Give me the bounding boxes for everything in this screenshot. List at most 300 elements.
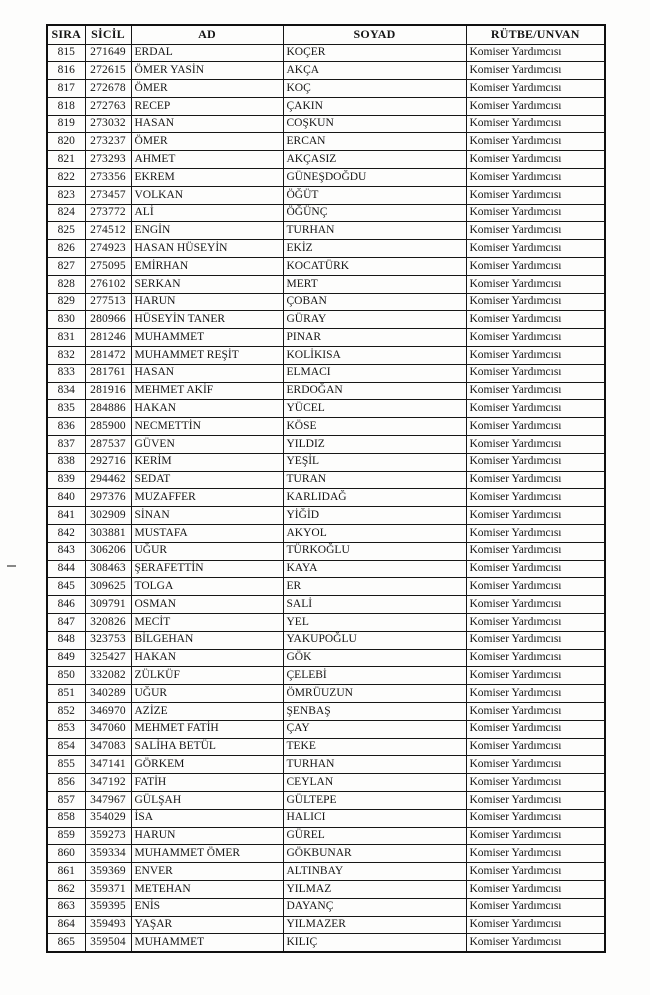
cell-sicil: 359493 — [85, 916, 131, 934]
table-row — [47, 898, 605, 916]
cell-rutbe: Komiser Yardımcısı — [466, 44, 605, 62]
table-row — [47, 685, 605, 703]
cell-soyad: ŞENBAŞ — [283, 702, 466, 720]
cell-soyad: ÖĞÜNÇ — [283, 204, 466, 222]
cell-ad: ÖMER YASİN — [131, 62, 283, 80]
cell-rutbe: Komiser Yardımcısı — [466, 471, 605, 489]
cell-sira: 828 — [47, 275, 85, 293]
cell-sira: 821 — [47, 151, 85, 169]
cell-rutbe: Komiser Yardımcısı — [466, 436, 605, 454]
cell-ad: GÜLŞAH — [131, 791, 283, 809]
cell-sicil: 273772 — [85, 204, 131, 222]
cell-ad: OSMAN — [131, 596, 283, 614]
cell-sira: 833 — [47, 364, 85, 382]
cell-rutbe: Komiser Yardımcısı — [466, 880, 605, 898]
cell-soyad: GÜNEŞDOĞDU — [283, 169, 466, 187]
cell-rutbe: Komiser Yardımcısı — [466, 311, 605, 329]
table-row — [47, 400, 605, 418]
cell-ad: AZİZE — [131, 702, 283, 720]
cell-ad: HASAN — [131, 364, 283, 382]
table-row — [47, 436, 605, 454]
cell-ad: HARUN — [131, 827, 283, 845]
cell-rutbe: Komiser Yardımcısı — [466, 809, 605, 827]
cell-rutbe: Komiser Yardımcısı — [466, 364, 605, 382]
table-row — [47, 364, 605, 382]
cell-soyad: TÜRKOĞLU — [283, 542, 466, 560]
table-row — [47, 489, 605, 507]
cell-soyad: KAYA — [283, 560, 466, 578]
table-row — [47, 916, 605, 934]
cell-soyad: YEŞİL — [283, 453, 466, 471]
cell-rutbe: Komiser Yardımcısı — [466, 560, 605, 578]
cell-soyad: COŞKUN — [283, 115, 466, 133]
cell-rutbe: Komiser Yardımcısı — [466, 275, 605, 293]
cell-rutbe: Komiser Yardımcısı — [466, 151, 605, 169]
table-row — [47, 614, 605, 632]
table-row — [47, 596, 605, 614]
cell-sira: 847 — [47, 614, 85, 632]
cell-ad: ENVER — [131, 863, 283, 881]
table-row — [47, 542, 605, 560]
cell-ad: KERİM — [131, 453, 283, 471]
header-row — [47, 25, 605, 44]
cell-soyad: GÜREL — [283, 827, 466, 845]
table-row — [47, 827, 605, 845]
cell-rutbe: Komiser Yardımcısı — [466, 667, 605, 685]
cell-soyad: TURHAN — [283, 222, 466, 240]
cell-soyad: ÖMRÜUZUN — [283, 685, 466, 703]
table-row — [47, 258, 605, 276]
cell-ad: SİNAN — [131, 507, 283, 525]
table-row — [47, 44, 605, 62]
cell-rutbe: Komiser Yardımcısı — [466, 62, 605, 80]
cell-ad: ENİS — [131, 898, 283, 916]
cell-sicil: 292716 — [85, 453, 131, 471]
cell-soyad: YILMAZER — [283, 916, 466, 934]
cell-soyad: EKİZ — [283, 240, 466, 258]
cell-sira: 860 — [47, 845, 85, 863]
cell-sicil: 354029 — [85, 809, 131, 827]
cell-sira: 816 — [47, 62, 85, 80]
cell-rutbe: Komiser Yardımcısı — [466, 115, 605, 133]
cell-ad: ÖMER — [131, 133, 283, 151]
table-row — [47, 560, 605, 578]
cell-soyad: HALICI — [283, 809, 466, 827]
cell-rutbe: Komiser Yardımcısı — [466, 542, 605, 560]
cell-sira: 841 — [47, 507, 85, 525]
cell-sicil: 340289 — [85, 685, 131, 703]
cell-rutbe: Komiser Yardımcısı — [466, 863, 605, 881]
cell-sicil: 273237 — [85, 133, 131, 151]
cell-ad: ALİ — [131, 204, 283, 222]
header-soyad: SOYAD — [283, 25, 466, 44]
cell-rutbe: Komiser Yardımcısı — [466, 80, 605, 98]
cell-soyad: TURHAN — [283, 756, 466, 774]
cell-soyad: ÇELEBİ — [283, 667, 466, 685]
cell-rutbe: Komiser Yardımcısı — [466, 97, 605, 115]
header-sira: SIRA — [47, 25, 85, 44]
cell-rutbe: Komiser Yardımcısı — [466, 596, 605, 614]
cell-sicil: 274923 — [85, 240, 131, 258]
cell-soyad: PINAR — [283, 329, 466, 347]
cell-sicil: 359395 — [85, 898, 131, 916]
cell-sira: 843 — [47, 542, 85, 560]
cell-ad: MUHAMMET — [131, 329, 283, 347]
cell-ad: EKREM — [131, 169, 283, 187]
cell-soyad: ELMACI — [283, 364, 466, 382]
cell-sicil: 272763 — [85, 97, 131, 115]
cell-sira: 838 — [47, 453, 85, 471]
cell-sicil: 347060 — [85, 720, 131, 738]
cell-sira: 825 — [47, 222, 85, 240]
cell-ad: HAKAN — [131, 649, 283, 667]
table-row — [47, 240, 605, 258]
table-row — [47, 863, 605, 881]
table-row — [47, 169, 605, 187]
cell-sicil: 309625 — [85, 578, 131, 596]
cell-ad: İSA — [131, 809, 283, 827]
cell-sira: 851 — [47, 685, 85, 703]
cell-sira: 823 — [47, 186, 85, 204]
cell-sicil: 347967 — [85, 791, 131, 809]
cell-sicil: 281472 — [85, 347, 131, 365]
table-row — [47, 507, 605, 525]
cell-soyad: AKYOL — [283, 525, 466, 543]
cell-sicil: 306206 — [85, 542, 131, 560]
cell-ad: HAKAN — [131, 400, 283, 418]
table-row — [47, 418, 605, 436]
cell-sira: 815 — [47, 44, 85, 62]
table-row — [47, 275, 605, 293]
cell-sicil: 320826 — [85, 614, 131, 632]
cell-ad: HÜSEYİN TANER — [131, 311, 283, 329]
cell-soyad: TEKE — [283, 738, 466, 756]
cell-rutbe: Komiser Yardımcısı — [466, 791, 605, 809]
cell-sira: 839 — [47, 471, 85, 489]
cell-rutbe: Komiser Yardımcısı — [466, 418, 605, 436]
cell-ad: GÜVEN — [131, 436, 283, 454]
table-row — [47, 809, 605, 827]
cell-ad: HASAN — [131, 115, 283, 133]
cell-sira: 826 — [47, 240, 85, 258]
table-row — [47, 880, 605, 898]
cell-sicil: 272615 — [85, 62, 131, 80]
table-row — [47, 133, 605, 151]
cell-ad: ZÜLKÜF — [131, 667, 283, 685]
cell-ad: MUHAMMET — [131, 934, 283, 952]
cell-sicil: 347083 — [85, 738, 131, 756]
cell-soyad: YILMAZ — [283, 880, 466, 898]
cell-ad: FATİH — [131, 774, 283, 792]
cell-sicil: 281246 — [85, 329, 131, 347]
table-row — [47, 204, 605, 222]
cell-soyad: SALİ — [283, 596, 466, 614]
cell-ad: AHMET — [131, 151, 283, 169]
table-row — [47, 525, 605, 543]
cell-ad: ERDAL — [131, 44, 283, 62]
cell-sira: 852 — [47, 702, 85, 720]
table-row — [47, 791, 605, 809]
cell-ad: ÖMER — [131, 80, 283, 98]
cell-sicil: 308463 — [85, 560, 131, 578]
cell-sicil: 280966 — [85, 311, 131, 329]
cell-sira: 835 — [47, 400, 85, 418]
table-row — [47, 578, 605, 596]
cell-soyad: TURAN — [283, 471, 466, 489]
table-row — [47, 667, 605, 685]
table-row — [47, 222, 605, 240]
cell-soyad: KOÇER — [283, 44, 466, 62]
cell-sicil: 359371 — [85, 880, 131, 898]
cell-ad: MUHAMMET ÖMER — [131, 845, 283, 863]
cell-rutbe: Komiser Yardımcısı — [466, 898, 605, 916]
cell-sira: 842 — [47, 525, 85, 543]
table-row — [47, 311, 605, 329]
cell-sira: 832 — [47, 347, 85, 365]
cell-rutbe: Komiser Yardımcısı — [466, 827, 605, 845]
cell-sicil: 275095 — [85, 258, 131, 276]
cell-sira: 846 — [47, 596, 85, 614]
cell-sicil: 272678 — [85, 80, 131, 98]
table-row — [47, 934, 605, 952]
cell-rutbe: Komiser Yardımcısı — [466, 400, 605, 418]
cell-rutbe: Komiser Yardımcısı — [466, 222, 605, 240]
cell-sira: 849 — [47, 649, 85, 667]
cell-soyad: ALTINBAY — [283, 863, 466, 881]
cell-sicil: 273032 — [85, 115, 131, 133]
cell-sira: 837 — [47, 436, 85, 454]
cell-soyad: CEYLAN — [283, 774, 466, 792]
cell-soyad: KÖSE — [283, 418, 466, 436]
cell-ad: MUSTAFA — [131, 525, 283, 543]
cell-soyad: YAKUPOĞLU — [283, 631, 466, 649]
cell-soyad: KOÇ — [283, 80, 466, 98]
cell-soyad: GÖK — [283, 649, 466, 667]
header-rutbe: RÜTBE/UNVAN — [466, 25, 605, 44]
cell-soyad: ÇOBAN — [283, 293, 466, 311]
cell-sira: 865 — [47, 934, 85, 952]
table-row — [47, 720, 605, 738]
table-row — [47, 774, 605, 792]
cell-sira: 850 — [47, 667, 85, 685]
cell-soyad: ÖĞÜT — [283, 186, 466, 204]
scan-artifact-mark — [7, 565, 16, 567]
cell-sira: 818 — [47, 97, 85, 115]
cell-rutbe: Komiser Yardımcısı — [466, 756, 605, 774]
cell-ad: MUZAFFER — [131, 489, 283, 507]
table-row — [47, 293, 605, 311]
cell-rutbe: Komiser Yardımcısı — [466, 453, 605, 471]
cell-ad: SEDAT — [131, 471, 283, 489]
cell-sicil: 274512 — [85, 222, 131, 240]
cell-rutbe: Komiser Yardımcısı — [466, 525, 605, 543]
cell-soyad: YÜCEL — [283, 400, 466, 418]
cell-ad: HASAN HÜSEYİN — [131, 240, 283, 258]
table-row — [47, 631, 605, 649]
cell-sira: 840 — [47, 489, 85, 507]
cell-soyad: ER — [283, 578, 466, 596]
cell-rutbe: Komiser Yardımcısı — [466, 240, 605, 258]
cell-sicil: 277513 — [85, 293, 131, 311]
cell-soyad: GÜLTEPE — [283, 791, 466, 809]
table-row — [47, 97, 605, 115]
cell-rutbe: Komiser Yardımcısı — [466, 649, 605, 667]
cell-rutbe: Komiser Yardımcısı — [466, 186, 605, 204]
cell-sicil: 332082 — [85, 667, 131, 685]
cell-ad: GÖRKEM — [131, 756, 283, 774]
cell-rutbe: Komiser Yardımcısı — [466, 382, 605, 400]
cell-soyad: YEL — [283, 614, 466, 632]
cell-rutbe: Komiser Yardımcısı — [466, 614, 605, 632]
cell-rutbe: Komiser Yardımcısı — [466, 507, 605, 525]
table-row — [47, 738, 605, 756]
cell-soyad: MERT — [283, 275, 466, 293]
table-row — [47, 756, 605, 774]
cell-sicil: 297376 — [85, 489, 131, 507]
cell-sira: 855 — [47, 756, 85, 774]
cell-sicil: 302909 — [85, 507, 131, 525]
cell-sira: 820 — [47, 133, 85, 151]
cell-sira: 844 — [47, 560, 85, 578]
cell-sira: 864 — [47, 916, 85, 934]
table-row — [47, 347, 605, 365]
cell-soyad: KARLIDAĞ — [283, 489, 466, 507]
cell-ad: VOLKAN — [131, 186, 283, 204]
cell-sicil: 273356 — [85, 169, 131, 187]
cell-soyad: DAYANÇ — [283, 898, 466, 916]
cell-rutbe: Komiser Yardımcısı — [466, 204, 605, 222]
cell-sira: 848 — [47, 631, 85, 649]
table-row — [47, 382, 605, 400]
cell-sira: 859 — [47, 827, 85, 845]
cell-sira: 862 — [47, 880, 85, 898]
cell-sicil: 284886 — [85, 400, 131, 418]
cell-rutbe: Komiser Yardımcısı — [466, 293, 605, 311]
cell-sicil: 359504 — [85, 934, 131, 952]
table-row — [47, 62, 605, 80]
cell-rutbe: Komiser Yardımcısı — [466, 774, 605, 792]
cell-sicil: 323753 — [85, 631, 131, 649]
cell-sicil: 359273 — [85, 827, 131, 845]
cell-rutbe: Komiser Yardımcısı — [466, 133, 605, 151]
cell-rutbe: Komiser Yardımcısı — [466, 578, 605, 596]
cell-sicil: 347141 — [85, 756, 131, 774]
cell-soyad: AKÇA — [283, 62, 466, 80]
cell-sicil: 325427 — [85, 649, 131, 667]
cell-sicil: 303881 — [85, 525, 131, 543]
cell-rutbe: Komiser Yardımcısı — [466, 720, 605, 738]
cell-sicil: 285900 — [85, 418, 131, 436]
cell-rutbe: Komiser Yardımcısı — [466, 169, 605, 187]
table-row — [47, 649, 605, 667]
cell-ad: METEHAN — [131, 880, 283, 898]
cell-ad: EMİRHAN — [131, 258, 283, 276]
cell-sira: 861 — [47, 863, 85, 881]
cell-soyad: ERCAN — [283, 133, 466, 151]
cell-ad: RECEP — [131, 97, 283, 115]
table-row — [47, 80, 605, 98]
cell-sira: 863 — [47, 898, 85, 916]
cell-sira: 817 — [47, 80, 85, 98]
cell-ad: TOLGA — [131, 578, 283, 596]
cell-sicil: 281761 — [85, 364, 131, 382]
cell-sicil: 273293 — [85, 151, 131, 169]
header-ad: AD — [131, 25, 283, 44]
cell-rutbe: Komiser Yardımcısı — [466, 845, 605, 863]
cell-sira: 834 — [47, 382, 85, 400]
cell-ad: MUHAMMET REŞİT — [131, 347, 283, 365]
cell-sicil: 271649 — [85, 44, 131, 62]
cell-rutbe: Komiser Yardımcısı — [466, 702, 605, 720]
table-header — [47, 25, 605, 44]
cell-rutbe: Komiser Yardımcısı — [466, 258, 605, 276]
cell-ad: MECİT — [131, 614, 283, 632]
cell-rutbe: Komiser Yardımcısı — [466, 329, 605, 347]
header-sicil: SİCİL — [85, 25, 131, 44]
cell-ad: BİLGEHAN — [131, 631, 283, 649]
cell-rutbe: Komiser Yardımcısı — [466, 489, 605, 507]
cell-soyad: AKÇASIZ — [283, 151, 466, 169]
cell-ad: MEHMET FATİH — [131, 720, 283, 738]
cell-sira: 856 — [47, 774, 85, 792]
cell-ad: UĞUR — [131, 685, 283, 703]
table-row — [47, 845, 605, 863]
cell-sicil: 359369 — [85, 863, 131, 881]
cell-sira: 831 — [47, 329, 85, 347]
cell-sicil: 273457 — [85, 186, 131, 204]
cell-soyad: YILDIZ — [283, 436, 466, 454]
cell-sicil: 359334 — [85, 845, 131, 863]
table-row — [47, 453, 605, 471]
cell-sira: 845 — [47, 578, 85, 596]
cell-rutbe: Komiser Yardımcısı — [466, 934, 605, 952]
table-row — [47, 471, 605, 489]
cell-ad: SALİHA BETÜL — [131, 738, 283, 756]
cell-sira: 853 — [47, 720, 85, 738]
cell-rutbe: Komiser Yardımcısı — [466, 347, 605, 365]
table-row — [47, 115, 605, 133]
cell-ad: ENGİN — [131, 222, 283, 240]
cell-ad: NECMETTİN — [131, 418, 283, 436]
cell-sicil: 294462 — [85, 471, 131, 489]
cell-sira: 824 — [47, 204, 85, 222]
cell-ad: YAŞAR — [131, 916, 283, 934]
cell-ad: HARUN — [131, 293, 283, 311]
cell-soyad: ÇAY — [283, 720, 466, 738]
cell-soyad: KOCATÜRK — [283, 258, 466, 276]
cell-soyad: ERDOĞAN — [283, 382, 466, 400]
cell-sira: 829 — [47, 293, 85, 311]
cell-sicil: 281916 — [85, 382, 131, 400]
cell-sicil: 346970 — [85, 702, 131, 720]
table-row — [47, 329, 605, 347]
cell-sira: 830 — [47, 311, 85, 329]
cell-sira: 854 — [47, 738, 85, 756]
personnel-table — [46, 24, 606, 953]
cell-rutbe: Komiser Yardımcısı — [466, 631, 605, 649]
cell-sira: 822 — [47, 169, 85, 187]
cell-sira: 858 — [47, 809, 85, 827]
cell-soyad: KOLİKISA — [283, 347, 466, 365]
cell-soyad: YİĞİD — [283, 507, 466, 525]
cell-soyad: KILIÇ — [283, 934, 466, 952]
cell-sicil: 276102 — [85, 275, 131, 293]
table-row — [47, 186, 605, 204]
cell-ad: SERKAN — [131, 275, 283, 293]
cell-sira: 819 — [47, 115, 85, 133]
cell-sira: 857 — [47, 791, 85, 809]
table-row — [47, 702, 605, 720]
